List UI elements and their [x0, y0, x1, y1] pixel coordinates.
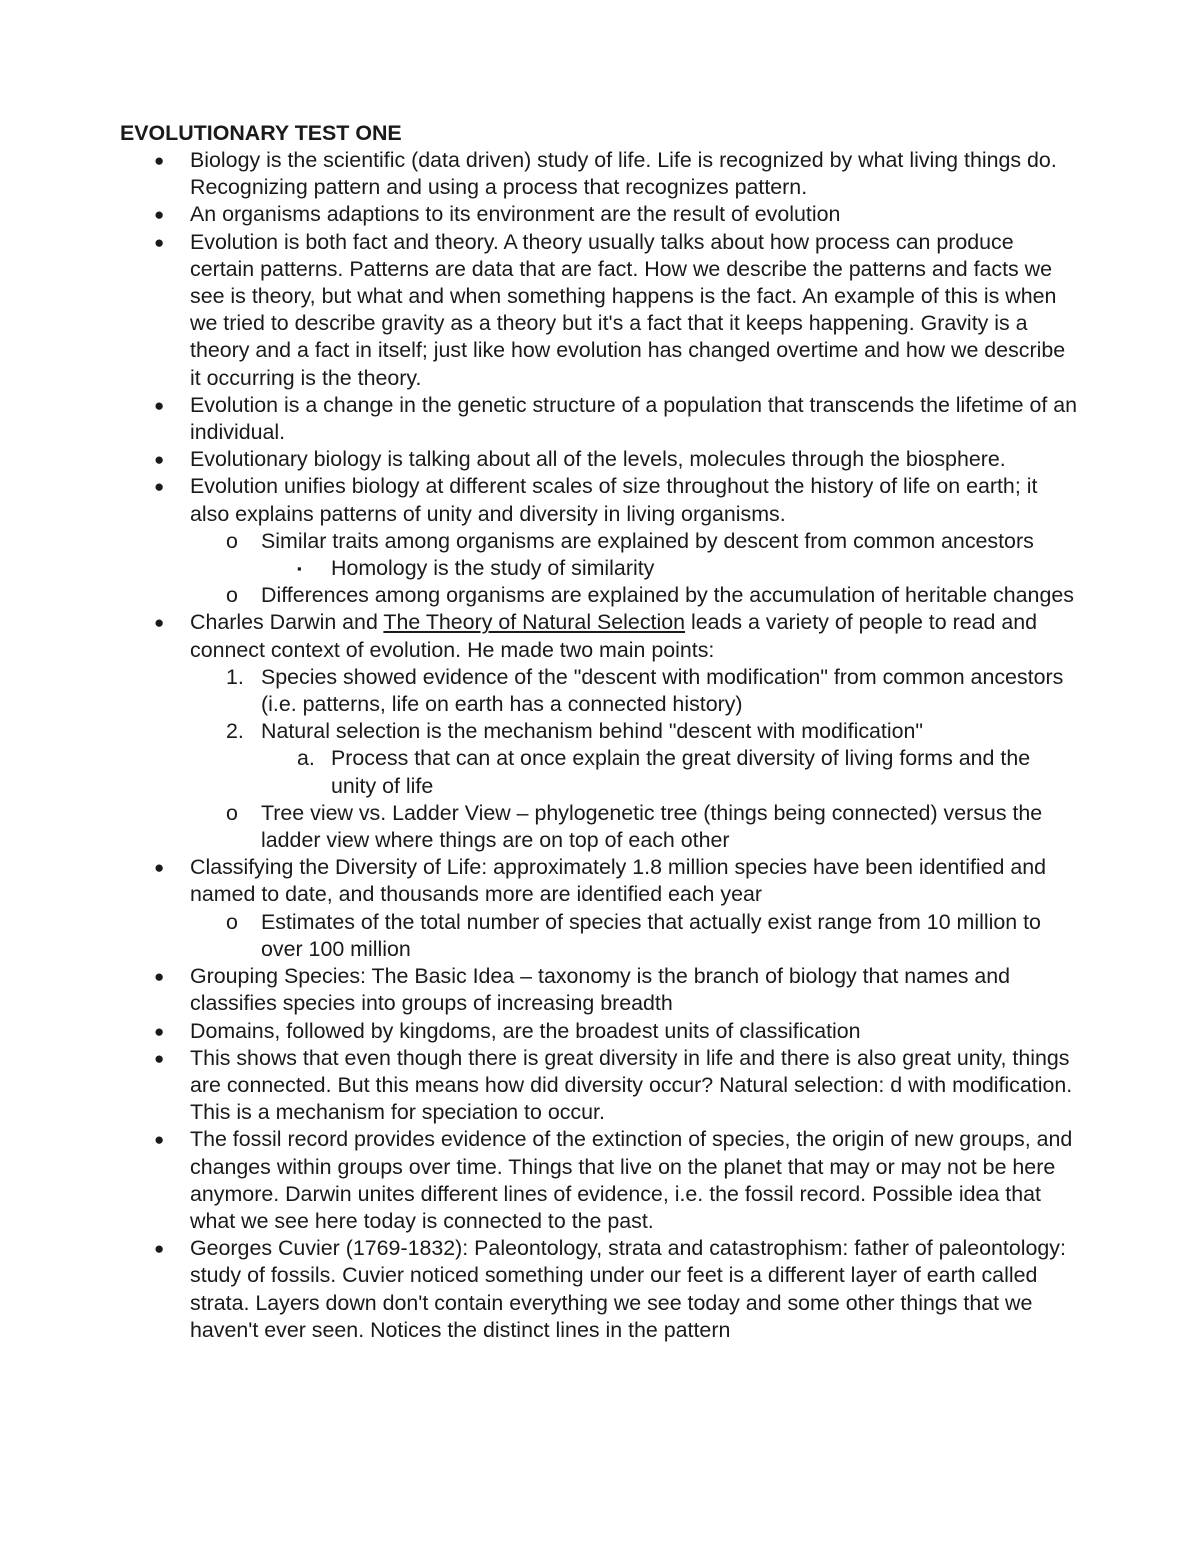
- list-item: [0, 392, 1080, 446]
- bullet-circle-icon: o: [226, 800, 238, 825]
- list-item: [0, 446, 1080, 473]
- numbered-item-text: Species showed evidence of the "descent with modification" from common ancestors (i.e. patterns, life on earth has a connected history): [261, 664, 1064, 717]
- list-item-text: Classifying the Diversity of Life: approximately 1.8 million species have been identified and named to date, and thousands more are identified each year: [190, 855, 1047, 907]
- bullet-dot-icon: ●: [154, 395, 165, 415]
- list-item: [0, 963, 1080, 1017]
- sub-list-item: [0, 800, 1080, 854]
- list-item: [0, 473, 1080, 527]
- bullet-dot-icon: ●: [154, 151, 165, 170]
- bullet-dot-icon: ●: [154, 232, 165, 252]
- bullet-circle-icon: o: [226, 528, 238, 553]
- notes-list: [0, 147, 1200, 1344]
- bullet-circle-icon: o: [226, 583, 238, 608]
- list-item-text: Evolution is both fact and theory. A theory usually talks about how process can produce certain patterns. Patterns are data that are fact. How we describe the patterns and facts we see is theory, but what and when something happens is the fact. An example of this is when we tried to describe gravity as a theory but it's a fact that it keeps happening. Gravity is a theory and a fact in itself; just like how evolution has changed overtime and how we describe it occurring is the theory.: [190, 229, 1066, 390]
- number-marker: 1.: [226, 664, 244, 689]
- bullet-dot-icon: ●: [154, 613, 165, 633]
- numbered-item: [0, 664, 1080, 718]
- list-item: [0, 1018, 1080, 1045]
- numbered-item: [0, 718, 1080, 745]
- bullet-square-icon: ▪: [297, 561, 302, 577]
- sub-list-item-text: Tree view vs. Ladder View – phylogenetic tree (things being connected) versus the ladder view where things are on top of each other: [261, 800, 1043, 853]
- bullet-dot-icon: ●: [154, 1239, 165, 1259]
- lettered-item-text: Process that can at once explain the great diversity of living forms and the unity of life: [331, 746, 1031, 798]
- list-item-text: Grouping Species: The Basic Idea – taxonomy is the branch of biology that names and classifies species into groups of increasing breadth: [190, 964, 1011, 1016]
- list-item-text: Biology is the scientific (data driven) study of life. Life is recognized by what living things do. Recognizing pattern and using a process that recognizes pattern.: [190, 148, 1057, 200]
- bullet-dot-icon: ●: [154, 1048, 165, 1068]
- underlined-title-text: The Theory of Natural Selection: [383, 610, 686, 635]
- list-item-text-suffix: leads a variety of people to read and connect context of evolution. He made two main points:: [190, 610, 1038, 662]
- list-item-text: Evolution unifies biology at different scales of size throughout the history of life on earth; it also explains patterns of unity and diversity in living organisms.: [190, 474, 1038, 526]
- list-item: [0, 1235, 1080, 1344]
- sub-sub-list-item-text: Homology is the study of similarity: [331, 556, 655, 581]
- sub-list-item: [0, 582, 1080, 609]
- bullet-dot-icon: ●: [154, 450, 165, 470]
- list-item-text: Evolution is a change in the genetic structure of a population that transcends the lifetime of an individual.: [190, 392, 1078, 445]
- lettered-item: [0, 745, 1080, 799]
- bullet-circle-icon: o: [226, 909, 238, 934]
- list-item: [0, 147, 1080, 201]
- sub-list-item-text: Estimates of the total number of species that actually exist range from 10 million to over 100 million: [261, 909, 1041, 961]
- sub-sub-list-item: [0, 555, 1080, 582]
- bullet-dot-icon: ●: [154, 205, 165, 225]
- list-item-text-prefix: Charles Darwin and: [190, 610, 384, 635]
- sub-list-item-text: Differences among organisms are explained by the accumulation of heritable changes: [261, 583, 1074, 608]
- list-item-text: This shows that even though there is great diversity in life and there is also great unity, things are connected. But this means how did diversity occur? Natural selection: d with modification. This is a mechanism for speciation to occur.: [190, 1045, 1073, 1125]
- list-item: [0, 609, 1080, 663]
- list-item: [0, 1126, 1080, 1235]
- list-item: [0, 854, 1080, 908]
- list-item-text: Evolutionary biology is talking about all of the levels, molecules through the biosphere.: [190, 447, 1006, 472]
- list-item-text: Domains, followed by kingdoms, are the broadest units of classification: [190, 1018, 861, 1043]
- list-item: [0, 1045, 1080, 1127]
- sub-list-item-text: Similar traits among organisms are explained by descent from common ancestors: [261, 528, 1034, 553]
- bullet-dot-icon: ●: [154, 967, 165, 987]
- list-item: [0, 229, 1080, 392]
- list-item-text: The fossil record provides evidence of the extinction of species, the origin of new groups, and changes within groups over time. Things that live on the planet that may or may not be here anymore. Darwin unites different lines of evidence, i.e. the fossil record. Possible idea that what we see here today is connected to the past.: [190, 1127, 1073, 1233]
- bullet-dot-icon: ●: [154, 858, 165, 878]
- number-marker: 2.: [226, 719, 244, 744]
- list-item-text: An organisms adaptions to its environment are the result of evolution: [190, 202, 841, 227]
- bullet-dot-icon: ●: [154, 1130, 165, 1150]
- sub-list-item: [0, 909, 1080, 963]
- list-item: [0, 201, 1080, 228]
- bullet-dot-icon: ●: [154, 477, 165, 497]
- letter-marker: a.: [297, 746, 315, 771]
- numbered-item-text: Natural selection is the mechanism behind "descent with modification": [261, 719, 923, 744]
- bullet-dot-icon: ●: [154, 1021, 165, 1041]
- list-item-text: Georges Cuvier (1769-1832): Paleontology, strata and catastrophism: father of paleontology: study of fossils. Cuvier noticed something under our feet is a different layer of earth called strata. Layers down don't contain everything we see today and some other things that we haven't ever seen. Notices the distinct lines in the pattern: [190, 1236, 1066, 1342]
- document-title: EVOLUTIONARY TEST ONE: [120, 121, 402, 145]
- sub-list-item: [0, 528, 1080, 555]
